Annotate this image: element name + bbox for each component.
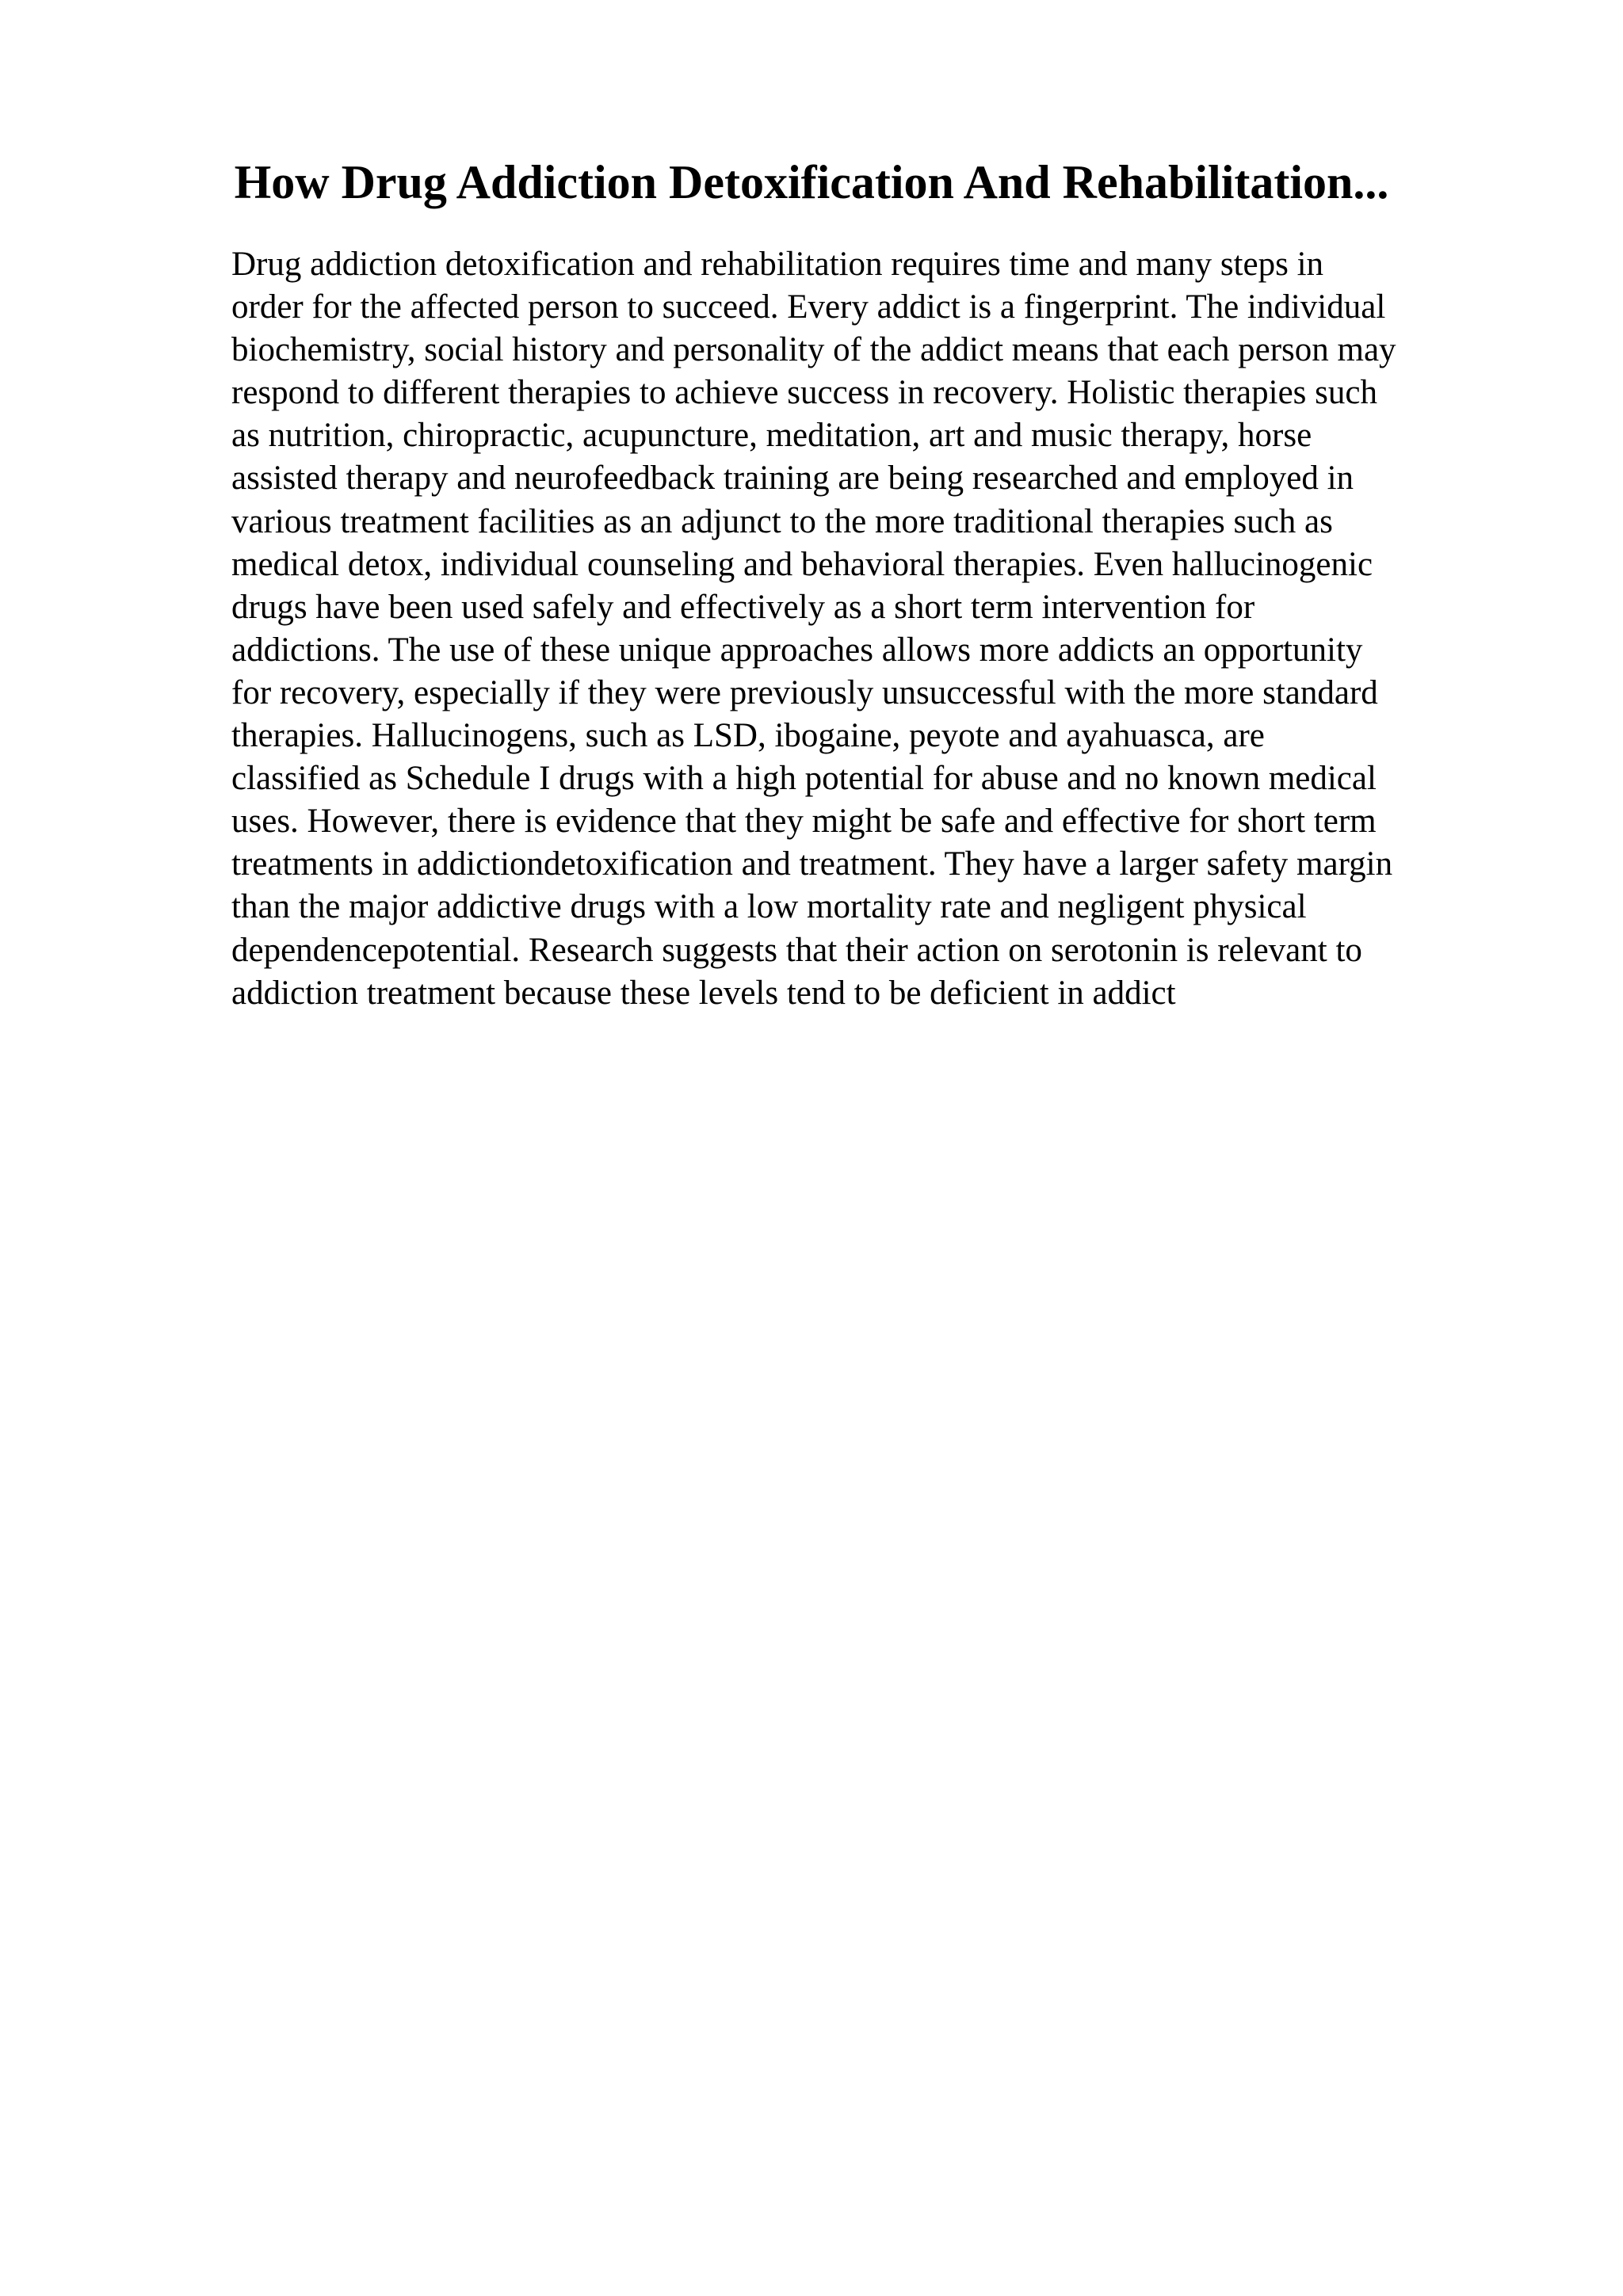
body-line: medical detox, individual counseling and behavioral therapies. Even hallucinogenic [231,545,1373,583]
body-line: classified as Schedule I drugs with a high potential for abuse and no known medical [231,760,1377,798]
body-line: as nutrition, chiropractic, acupuncture, meditation, art and music therapy, horse [231,417,1312,455]
body-line: assisted therapy and neurofeedback training are being researched and employed in [231,460,1354,498]
body-line: uses. However, there is evidence that they might be safe and effective for short term [231,803,1377,841]
document-title: How Drug Addiction Detoxification And Rehabilitation... [234,156,1389,208]
document-body [231,243,1499,1015]
body-line: Drug addiction detoxification and rehabilitation requires time and many steps in [231,246,1324,283]
body-line: addictions. The use of these unique approaches allows more addicts an opportunity [231,631,1363,669]
body-line: therapies. Hallucinogens, such as LSD, ibogaine, peyote and ayahuasca, are [231,717,1265,755]
body-line: order for the affected person to succeed. Every addict is a fingerprint. The individual [231,288,1386,326]
body-line: various treatment facilities as an adjunct to the more traditional therapies such as [231,502,1333,540]
body-line: dependencepotential. Research suggests that their action on serotonin is relevant to [231,931,1362,969]
body-line: drugs have been used safely and effectively as a short term intervention for [231,588,1255,626]
body-line: for recovery, especially if they were previously unsuccessful with the more standard [231,673,1378,711]
body-line: biochemistry, social history and personality of the addict means that each person may [231,331,1396,369]
body-line: addiction treatment because these levels tend to be deficient in addict [231,974,1176,1012]
body-line: respond to different therapies to achieve success in recovery. Holistic therapies such [231,374,1377,412]
body-line: treatments in addictiondetoxification and treatment. They have a larger safety margin [231,845,1393,883]
body-line: than the major addictive drugs with a low mortality rate and negligent physical [231,888,1307,926]
